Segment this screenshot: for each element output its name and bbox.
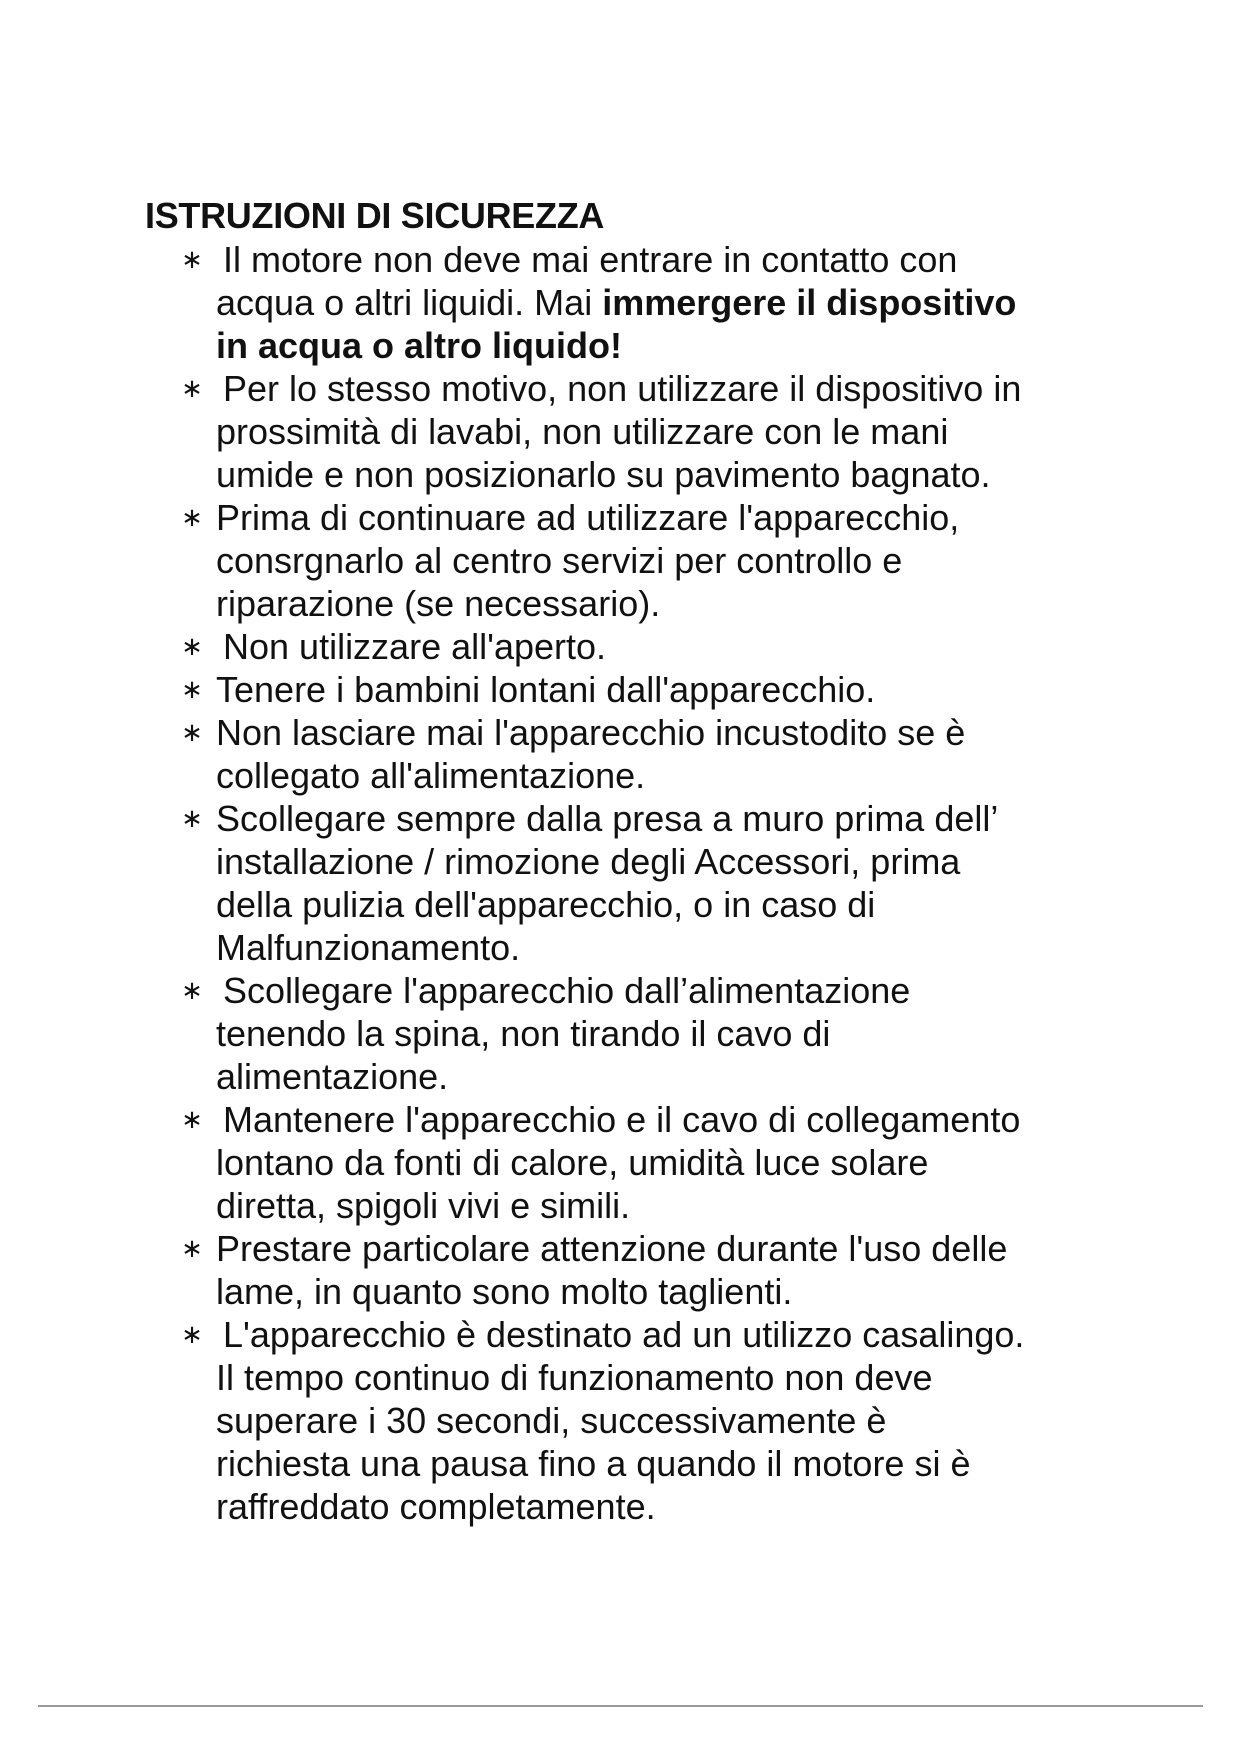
bullet-icon: ∗ xyxy=(181,373,203,403)
text-line: Malfunzionamento. xyxy=(216,927,521,968)
list-item-text xyxy=(216,367,1140,496)
list-item xyxy=(180,625,1140,668)
bullet-icon: ∗ xyxy=(181,717,203,747)
text-line: raffreddato completamente. xyxy=(216,1486,656,1527)
list-item-text xyxy=(216,969,1140,1098)
text-line: collegato all'alimentazione. xyxy=(216,755,646,796)
text-line: richiesta una pausa fino a quando il motore si è xyxy=(216,1443,971,1484)
bullet-icon: ∗ xyxy=(181,244,203,274)
bullet-icon: ∗ xyxy=(181,975,203,1005)
list-item-text xyxy=(216,496,1140,625)
bullet-icon: ∗ xyxy=(181,631,203,661)
text-line: Non utilizzare all'aperto. xyxy=(223,626,607,667)
text-line: Per lo stesso motivo, non utilizzare il dispositivo in xyxy=(223,368,1022,409)
text-line: prossimità di lavabi, non utilizzare con le mani xyxy=(216,411,949,452)
list-item xyxy=(180,1313,1140,1528)
text-line: Mantenere l'apparecchio e il cavo di collegamento xyxy=(223,1099,1021,1140)
bullet-icon: ∗ xyxy=(181,803,203,833)
list-item-text xyxy=(216,625,1140,668)
list-item xyxy=(180,496,1140,625)
bold-warning-text: immergere il dispositivo xyxy=(602,282,1017,323)
safety-instructions-list xyxy=(180,238,1140,1528)
text-line: Scollegare sempre dalla presa a muro prima dell’ xyxy=(216,798,999,839)
list-item-text xyxy=(216,711,1140,797)
page-title: ISTRUZIONI DI SICUREZZA xyxy=(145,195,605,236)
list-item xyxy=(180,1098,1140,1227)
footer-divider xyxy=(38,1705,1203,1707)
list-item-text xyxy=(216,797,1140,969)
list-item-text xyxy=(216,668,1140,711)
text-line: Non lasciare mai l'apparecchio incustodito se è xyxy=(216,712,966,753)
list-item-text xyxy=(216,1227,1140,1313)
text-line: Prestare particolare attenzione durante l'uso delle xyxy=(216,1228,1008,1269)
bullet-icon: ∗ xyxy=(181,502,203,532)
text-line: lontano da fonti di calore, umidità luce solare xyxy=(216,1142,929,1183)
text-line xyxy=(216,281,1140,324)
list-item-text xyxy=(216,1098,1140,1227)
list-item xyxy=(180,238,1140,367)
list-item-text xyxy=(216,238,1140,367)
bullet-icon: ∗ xyxy=(181,1233,203,1263)
text-line: alimentazione. xyxy=(216,1056,449,1097)
text-line: diretta, spigoli vivi e simili. xyxy=(216,1185,631,1226)
list-item xyxy=(180,969,1140,1098)
text-line: della pulizia dell'apparecchio, o in caso di xyxy=(216,884,876,925)
bold-warning-text: in acqua o altro liquido! xyxy=(216,325,623,366)
text-line: lame, in quanto sono molto taglienti. xyxy=(216,1271,793,1312)
list-item xyxy=(180,711,1140,797)
list-item-text xyxy=(216,1313,1140,1528)
list-item xyxy=(180,797,1140,969)
text-line: Il motore non deve mai entrare in contatto con xyxy=(223,239,958,280)
list-item xyxy=(180,668,1140,711)
text-line: umide e non posizionarlo su pavimento bagnato. xyxy=(216,454,991,495)
text-line: riparazione (se necessario). xyxy=(216,583,661,624)
text-line: tenendo la spina, non tirando il cavo di xyxy=(216,1013,831,1054)
list-item xyxy=(180,1227,1140,1313)
text-line: installazione / rimozione degli Accessori, prima xyxy=(216,841,961,882)
bullet-icon: ∗ xyxy=(181,674,203,704)
text-line: L'apparecchio è destinato ad un utilizzo casalingo. xyxy=(223,1314,1025,1355)
bullet-icon: ∗ xyxy=(181,1104,203,1134)
text-line: consrgnarlo al centro servizi per controllo e xyxy=(216,540,903,581)
text-line: Il tempo continuo di funzionamento non deve xyxy=(216,1357,933,1398)
list-item xyxy=(180,367,1140,496)
text-line: Scollegare l'apparecchio dall’alimentazione xyxy=(223,970,911,1011)
text-line: Tenere i bambini lontani dall'apparecchio. xyxy=(216,669,876,710)
text-line: Prima di continuare ad utilizzare l'apparecchio, xyxy=(216,497,960,538)
bullet-icon: ∗ xyxy=(181,1319,203,1349)
text-segment: acqua o altri liquidi. Mai xyxy=(216,282,603,323)
text-line: superare i 30 secondi, successivamente è xyxy=(216,1400,887,1441)
